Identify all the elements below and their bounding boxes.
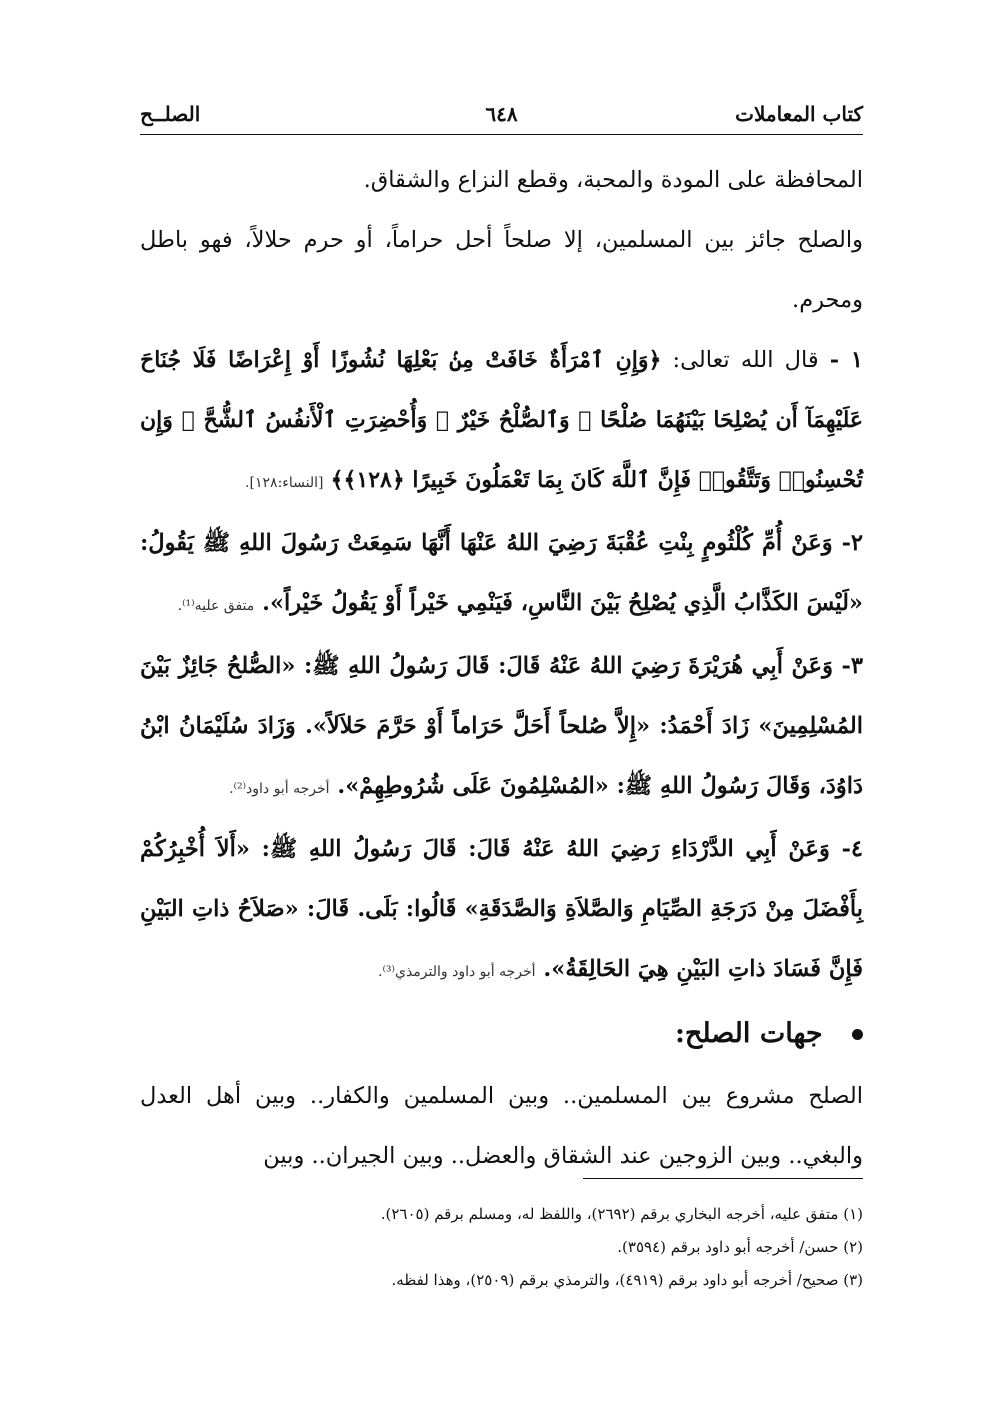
item-2 — [140, 513, 863, 636]
item-lead: قال الله تعالى: — [672, 347, 819, 373]
hadith-source: أخرجه أبو داود⁽²⁾. — [229, 781, 330, 797]
page-number: ٦٤٨ — [485, 102, 518, 126]
footnote-3: (٣) صحيح/ أخرجه أبو داود برقم (٤٩١٩)، والترمذي برقم (٢٥٠٩)، وهذا لفظه. — [391, 1271, 863, 1289]
verse-reference: [النساء:١٢٨]. — [245, 475, 324, 491]
section-paragraph: الصلح مشروع بين المسلمين.. وبين المسلمين والكفار.. وبين أهل العدل والبغي.. وبين الزوجين عند الشقاق والعضل.. وبين الجيران.. وبين — [140, 1083, 863, 1169]
item-number: ١ - — [829, 347, 863, 373]
book-title: كتاب المعاملات — [735, 102, 863, 126]
hadith-text: وَعَنْ أَبِي الدَّرْدَاءِ رَضِيَ اللهُ عَنْهُ قَالَ: قَالَ رَسُولُ اللهِ ﷺ: «أَلاَ أُخْبِرُكُمْ بِأَفْضَلَ مِنْ دَرَجَةِ الصِّيَامِ وَالصَّلاَةِ وَالصَّدَقَةِ» قَالُوا: بَلَى. قَالَ: «صَلاَحُ ذاتِ البَيْنِ فَإِنَّ فَسَادَ ذاتِ البَيْنِ هِيَ الحَالِقَةُ». — [140, 836, 863, 982]
footnote-1: (١) متفق عليه، أخرجه البخاري برقم (٢٦٩٢)، واللفظ له، ومسلم برقم (٢٦٠٥). — [380, 1205, 863, 1223]
hadith-text: وَعَنْ أُمِّ كُلْثُومٍ بِنْتِ عُقْبَةَ رَضِيَ اللهُ عَنْهَا أَنَّهَا سَمِعَتْ رَسُولَ اللهِ ﷺ يَقُولُ: «لَيْسَ الكَذَّابُ الَّذِي يُصْلِحُ بَيْنَ النَّاسِ، فَيَنْمِي خَيْراً أَوْ يَقُولُ خَيْراً». — [140, 530, 863, 616]
hadith-source: أخرجه أبو داود والترمذي⁽³⁾. — [378, 964, 536, 980]
section-heading-row — [140, 1002, 863, 1066]
main-text — [140, 150, 863, 1186]
intro-line-2: والصلح جائز بين المسلمين، إلا صلحاً أحل حراماً، أو حرم حلالاً، فهو باطل ومحرم. — [140, 227, 863, 313]
item-3 — [140, 636, 863, 819]
item-number: ٤- — [841, 836, 863, 862]
quran-verse: ﴿وَإِنِ ٱمْرَأَةٌ خَافَتْ مِنۢ بَعْلِهَا نُشُوزًا أَوْ إِعْرَاضًا فَلَا جُنَاحَ عَلَيْهِمَآ أَن يُصْلِحَا بَيْنَهُمَا صُلْحًا ۚ وَٱلصُّلْحُ خَيْرٌ ۗ وَأُحْضِرَتِ ٱلْأَنفُسُ ٱلشُّحَّ ۚ وَإِن تُحْسِنُوا۟ وَتَتَّقُوا۟ فَإِنَّ ٱللَّهَ كَانَ بِمَا تَعْمَلُونَ خَبِيرًا ﴿١٢٨﴾﴾ — [140, 347, 863, 493]
chapter-title: الصلــح — [140, 102, 201, 126]
bullet-icon — [852, 1029, 863, 1040]
page-header — [140, 100, 863, 135]
footnote-2: (٢) حسن/ أخرجه أبو داود برقم (٣٥٩٤). — [617, 1238, 863, 1256]
hadith-text: وَعَنْ أَبِي هُرَيْرَةَ رَضِيَ اللهُ عَنْهُ قَالَ: قَالَ رَسُولُ اللهِ ﷺ: «الصُّلحُ جَائِزٌ بَيْنَ المُسْلِمِينَ» زَادَ أَحْمَدُ: «إِلاَّ صُلحاً أَحَلَّ حَرَاماً أَوْ حَرَّمَ حَلاَلاً». وَزَادَ سُلَيْمَانُ ابْنُ دَاوُدَ، وَقَالَ رَسُولُ اللهِ ﷺ: «المُسْلِمُونَ عَلَى شُرُوطِهِمْ». — [140, 653, 863, 799]
intro-line-1: المحافظة على المودة والمحبة، وقطع النزاع والشقاق. — [363, 167, 863, 193]
section-heading: جهات الصلح: — [674, 1018, 823, 1049]
item-4 — [140, 819, 863, 1002]
item-1 — [140, 330, 863, 513]
item-number: ٢- — [841, 530, 863, 556]
footnotes — [140, 1198, 863, 1297]
item-number: ٣- — [841, 653, 863, 679]
footnote-divider — [583, 1178, 863, 1179]
hadith-source: متفق عليه⁽¹⁾. — [177, 598, 255, 614]
